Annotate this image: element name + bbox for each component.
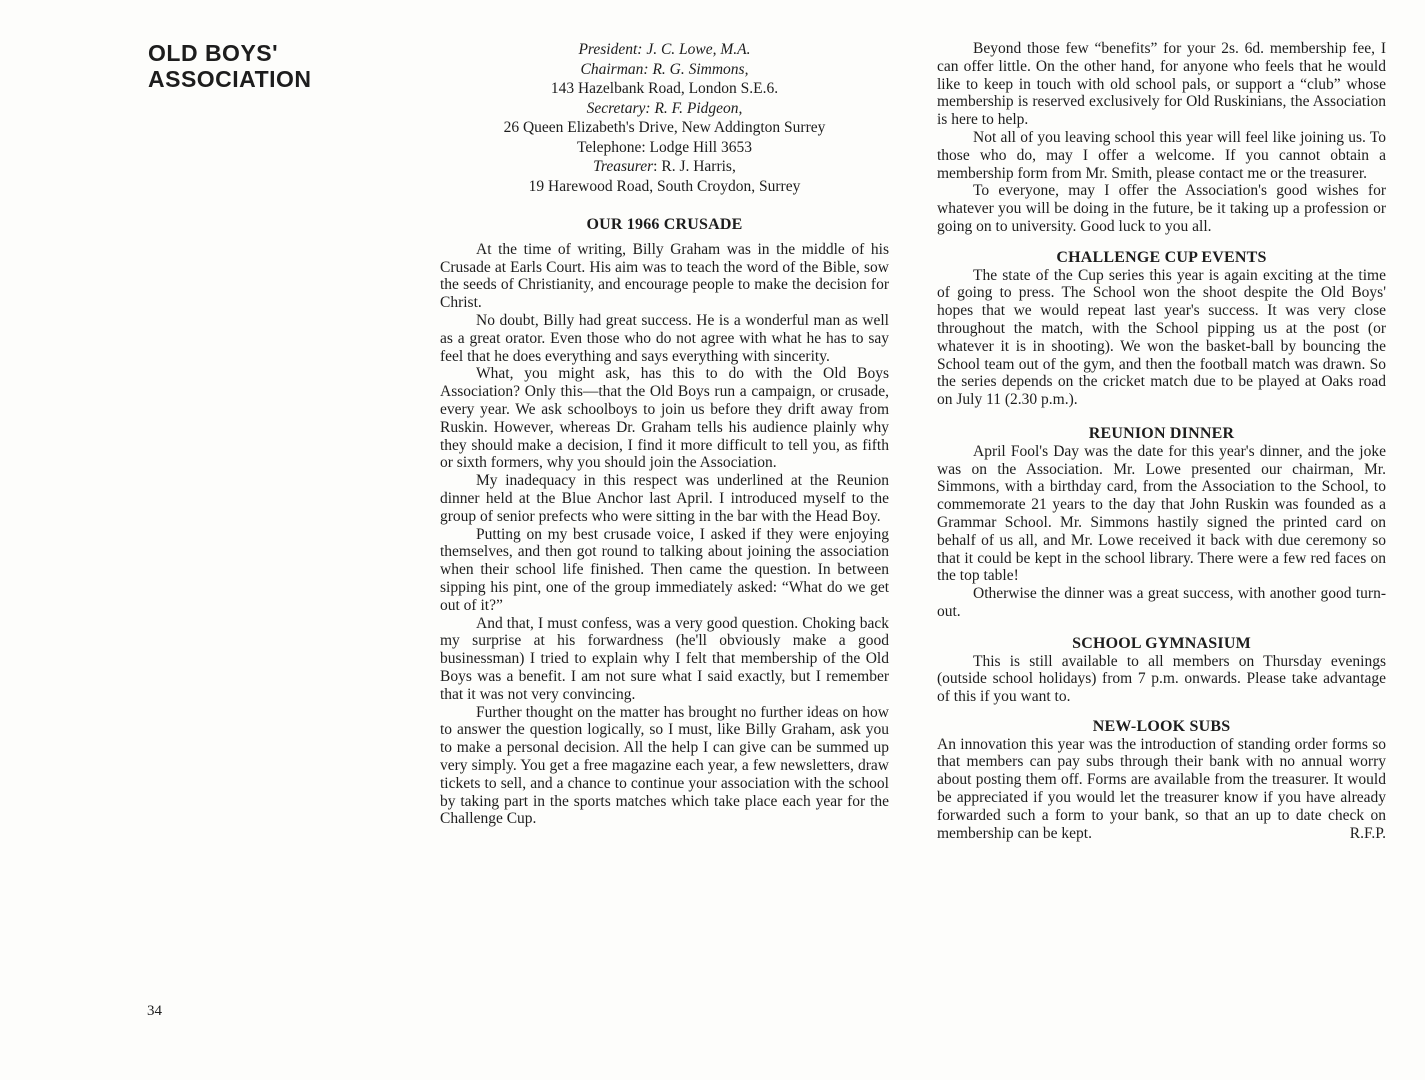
crusade-body [440,241,889,828]
crusade-paragraph: Further thought on the matter has brought no further ideas on how to answer the question logically, so I must, like Billy Graham, ask you to make a personal decision. All the help I can give can be summed up very simply. You get a free magazine each year, a few newsletters, draw tickets to sell, and a chance to continue your association with the school by taking part in the sports matches which take place each year for the Challenge Cup. [440,703,889,828]
right-column [937,40,1386,842]
crusade-paragraph: No doubt, Billy had great success. He is a wonderful man as well as a great orator. Even those who do not agree with what he has to say feel that he does everything and says everything with sincerity. [440,311,889,365]
crusade-paragraph: And that, I must confess, was a very good question. Choking back my surprise at his forwardness (he'll obviously make a good businessman) I tried to explain why I felt that membership of the Old Boys was a benefit. I am not sure what I said exactly, but I remember that it was not very convincing. [440,614,889,703]
officers-list [440,40,889,196]
challenge-cup-title: CHALLENGE CUP EVENTS [1056,248,1267,266]
secretary-address: 26 Queen Elizabeth's Drive, New Addington Surrey [503,119,826,136]
page-heading [148,40,388,92]
crusade-continued-paragraph: To everyone, may I offer the Association's good wishes for whatever you will be doing in the future, be it taking up a profession or going on to university. Good luck to you all. [937,182,1386,235]
treasurer-address: 19 Harewood Road, South Croydon, Surrey [528,177,801,195]
telephone-line: Telephone: Lodge Hill 3653 [577,138,752,156]
crusade-continued-paragraph: Not all of you leaving school this year will feel like joining us. To those who do, may I offer a welcome. If you cannot obtain a membership form from Mr. Smith, please contact me or the treasurer. [937,128,1386,182]
heading-line-1: OLD BOYS' [148,40,279,66]
crusade-continued-paragraph: Beyond those few “benefits” for your 2s. 6d. membership fee, I can offer little. On the other hand, for anyone who feels that he would like to keep in touch with old school pals, or support a “club” whose membership is reserved exclusively for Old Ruskinians, the Association is here to help. [937,40,1386,129]
chairman-address: 143 Hazelbank Road, London S.E.6. [550,80,779,97]
middle-column [440,40,889,828]
crusade-paragraph: Putting on my best crusade voice, I asked if they were enjoying themselves, and then got round to talking about joining the association when their school life finished. Then came the question. In between sipping his pint, one of the group immediately asked: “What do we get out of it?” [440,525,889,614]
crusade-paragraph: My inadequacy in this respect was underlined at the Reunion dinner held at the Blue Anchor last April. I introduced myself to the group of senior prefects who were sitting in the bar with the Head Boy. [440,472,889,525]
subs-paragraph-block [937,736,1386,843]
heading-line-2: ASSOCIATION [148,66,312,92]
signature: R.F.P. [1349,824,1386,842]
challenge-cup-paragraph: The state of the Cup series this year is again exciting at the time of going to press. The School won the shoot despite the Old Boys' hopes that we would repeat last year's success. It was very close throughout the match, with the School pipping us at the post (or whatever it is in shooting). We won the basket-ball by bouncing the School team out of the gym, and then the football match was drawn. So the series depends on the cricket match due to be played at Oaks road on July 11 (2.30 p.m.). [937,266,1386,409]
gymnasium-title: SCHOOL GYMNASIUM [1072,634,1251,652]
reunion-paragraph: Otherwise the dinner was a great success, with another good turn-out. [937,585,1386,620]
secretary-line: Secretary: R. F. Pidgeon, [586,99,743,117]
president-line: President: J. C. Lowe, M.A. [578,41,751,58]
subs-paragraph: An innovation this year was the introduction of standing order forms so that members can pay subs through their bank with no annual worry about posting them off. Forms are available from the treasurer. It would be appreciated if you would let the treasurer know if you have already forwarded such a form to your bank, so that an up to date check on membership can be kept. [937,735,1386,842]
subs-title: NEW-LOOK SUBS [1092,717,1231,735]
page-number: 34 [147,1003,162,1019]
crusade-paragraph: At the time of writing, Billy Graham was in the middle of his Crusade at Earls Court. His aim was to teach the word of the Bible, sow the seeds of Christianity, and encourage people to make the decision for Christ. [440,240,889,312]
chairman-line: Chairman: R. G. Simmons, [580,60,749,78]
treasurer-line: Treasurer: R. J. Harris, [593,158,736,175]
reunion-paragraph: April Fool's Day was the date for this year's dinner, and the joke was on the Association. Mr. Lowe presented our chairman, Mr. Simmons, with a birthday card, from the Association to the School, to commemorate 21 years to the day that John Ruskin was founded as a Grammar School. Mr. Simmons hastily signed the printed card on behalf of us all, and Mr. Lowe received it back with due ceremony so that it could be kept in the school library. There were a few red faces on the top table! [937,442,1386,585]
crusade-paragraph: What, you might ask, has this to do with the Old Boys Association? Only this—that the Old Boys run a campaign, or crusade, every year. We ask schoolboys to join us before they drift away from Ruskin. However, whereas Dr. Graham tells his audience plainly why they should make a decision, I find it more difficult to tell you, as fifth or sixth formers, why you should join the Association. [440,365,889,472]
reunion-title: REUNION DINNER [1088,424,1235,442]
gymnasium-paragraph: This is still available to all members on Thursday evenings (outside school holidays) from 7 p.m. onwards. Please take advantage of this if you want to. [937,652,1386,706]
crusade-title: OUR 1966 CRUSADE [586,216,743,233]
